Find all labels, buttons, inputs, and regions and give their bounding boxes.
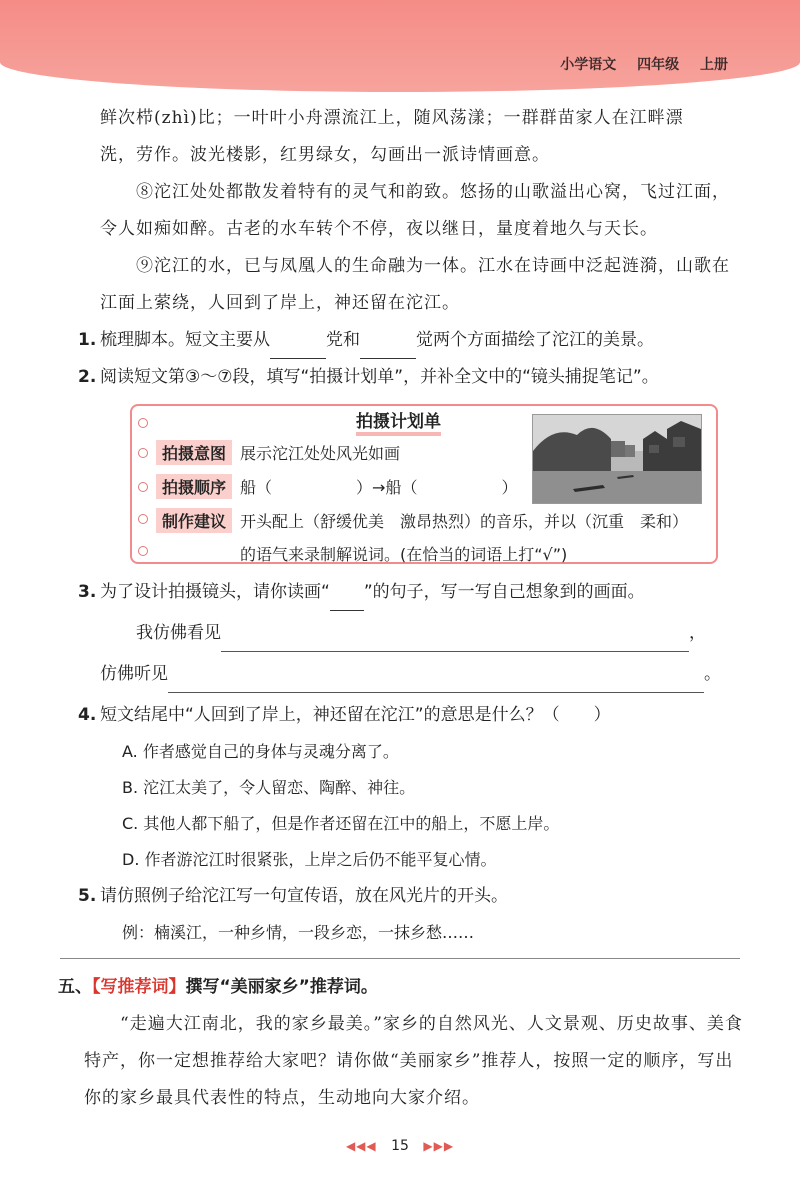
ring-icon <box>138 482 148 492</box>
ring-icon <box>138 514 148 524</box>
advice-line-1: 开头配上（舒缓优美 激昂热烈）的音乐，并以（沉重 柔和） <box>240 512 689 531</box>
q1-text-b: 党和 <box>326 330 360 350</box>
advice-line-2: 的语气来录制解说词。(在恰当的词语上打“√”) <box>240 545 568 564</box>
q3-hear-label: 仿佛听见 <box>100 664 168 684</box>
header-band <box>0 0 800 92</box>
section5-number: 五、 <box>58 977 92 997</box>
plan-advice-row-2 <box>240 542 567 565</box>
q3-hear-end: 。 <box>704 664 721 684</box>
section-divider <box>60 958 740 959</box>
q5-text: 请仿照例子给沱江写一句宣传语，放在风光片的开头。 <box>100 886 508 906</box>
tuojiang-river-photo <box>532 414 702 504</box>
passage-paragraph-9: ⑨沱江的水，已与凤凰人的生命融为一体。江水在诗画中泛起涟漪，山歌在江面上萦绕，人回到了岸上，神还留在沱江。 <box>100 256 730 313</box>
q4-number: 4. <box>78 705 97 725</box>
q1-number: 1. <box>78 330 97 350</box>
question-2 <box>78 359 740 396</box>
q1-text-a: 梳理脚本。短文主要从 <box>100 330 270 350</box>
question-1 <box>78 322 740 359</box>
order-text-a: 船（ <box>240 478 273 497</box>
intent-text: 展示沱江处处风光如画 <box>240 444 401 463</box>
page-number: 15 <box>391 1138 409 1154</box>
q3-see-end: ， <box>689 623 706 643</box>
section5-body: “走遍大江南北，我的家乡最美。”家乡的自然风光、人文景观、历史故事、美食特产，你一定想推荐给大家吧？请你做“美丽家乡”推荐人，按照一定的顺序，写出你的家乡最具代表性的特点，生动地向大家介绍。 <box>84 1014 743 1108</box>
section5-tag: 【写推荐词】 <box>92 977 186 997</box>
section5-heading <box>58 970 748 1004</box>
header-volume: 上册 <box>700 57 728 73</box>
q5-number: 5. <box>78 886 97 906</box>
q3-number: 3. <box>78 582 97 602</box>
passage-paragraph-8: ⑧沱江处处都散发着特有的灵气和韵致。悠扬的山歌溢出心窝，飞过江面，令人如痴如醉。古老的水车转个不停，夜以继日，量度着地久与天长。 <box>100 182 730 239</box>
advice-label: 制作建议 <box>156 508 232 533</box>
q4-option-a[interactable]: A. 作者感觉自己的身体与灵魂分离了。 <box>122 742 399 761</box>
intent-label: 拍摄意图 <box>156 440 232 465</box>
q4-text: 短文结尾中“人回到了岸上，神还留在沱江”的意思是什么？（ ） <box>100 705 611 725</box>
q3-hear-line <box>100 656 740 693</box>
shooting-plan-card <box>130 404 718 564</box>
order-text-c: ） <box>501 478 518 497</box>
q3-see-label: 我仿佛看见 <box>136 623 221 643</box>
plan-order-row <box>156 474 517 499</box>
section-five <box>58 970 748 1117</box>
passage-line-2: 洗，劳作。波光楼影，红男绿女，勾画出一派诗情画意。 <box>100 145 550 165</box>
header-meta <box>550 54 728 74</box>
q3-blank[interactable] <box>330 610 364 611</box>
order-text-b: ）→船（ <box>356 478 418 497</box>
q4-option-d[interactable]: D. 作者游沱江时很紧张，上岸之后仍不能平复心情。 <box>122 850 497 869</box>
plan-advice-row <box>156 508 688 533</box>
ring-icon <box>138 546 148 556</box>
plan-intent-row <box>156 440 400 465</box>
ring-icon <box>138 418 148 428</box>
q3-hear-input[interactable] <box>168 692 704 693</box>
q3-see-input[interactable] <box>221 651 689 652</box>
order-label: 拍摄顺序 <box>156 474 232 499</box>
q3-see-line <box>100 615 740 652</box>
header-grade: 四年级 <box>637 57 680 73</box>
question-4 <box>78 697 740 734</box>
page-footer <box>0 1138 800 1154</box>
ring-icon <box>138 448 148 458</box>
header-subject: 小学语文 <box>560 57 617 73</box>
right-arrows-icon: ▶▶▶ <box>423 1139 455 1153</box>
q5-example: 例：楠溪江，一种乡情，一段乡恋，一抹乡愁…… <box>122 923 475 942</box>
content <box>78 100 740 951</box>
question-5 <box>78 878 740 915</box>
q4-option-c[interactable]: C. 其他人都下船了，但是作者还留在江中的船上，不愿上岸。 <box>122 814 560 833</box>
q4-option-b[interactable]: B. 沱江太美了，令人留恋、陶醉、神往。 <box>122 778 416 797</box>
q2-text: 阅读短文第③～⑦段，填写“拍摄计划单”，并补全文中的“镜头捕捉笔记”。 <box>100 367 659 387</box>
q3-text-b: ”的句子，写一写自己想象到的画面。 <box>363 582 645 602</box>
passage-line-1: 鲜次栉(zhì)比；一叶叶小舟漂流江上，随风荡漾；一群群苗家人在江畔漂 <box>100 108 684 128</box>
question-3 <box>78 574 740 611</box>
q2-number: 2. <box>78 367 97 387</box>
plan-title: 拍摄计划单 <box>356 412 441 436</box>
q3-text-a: 为了设计拍摄镜头，请你读画“ <box>100 582 330 602</box>
section5-title: 撰写“美丽家乡”推荐词。 <box>185 977 378 997</box>
left-arrows-icon: ◀◀◀ <box>345 1139 377 1153</box>
q1-text-c: 觉两个方面描绘了沱江的美景。 <box>416 330 654 350</box>
